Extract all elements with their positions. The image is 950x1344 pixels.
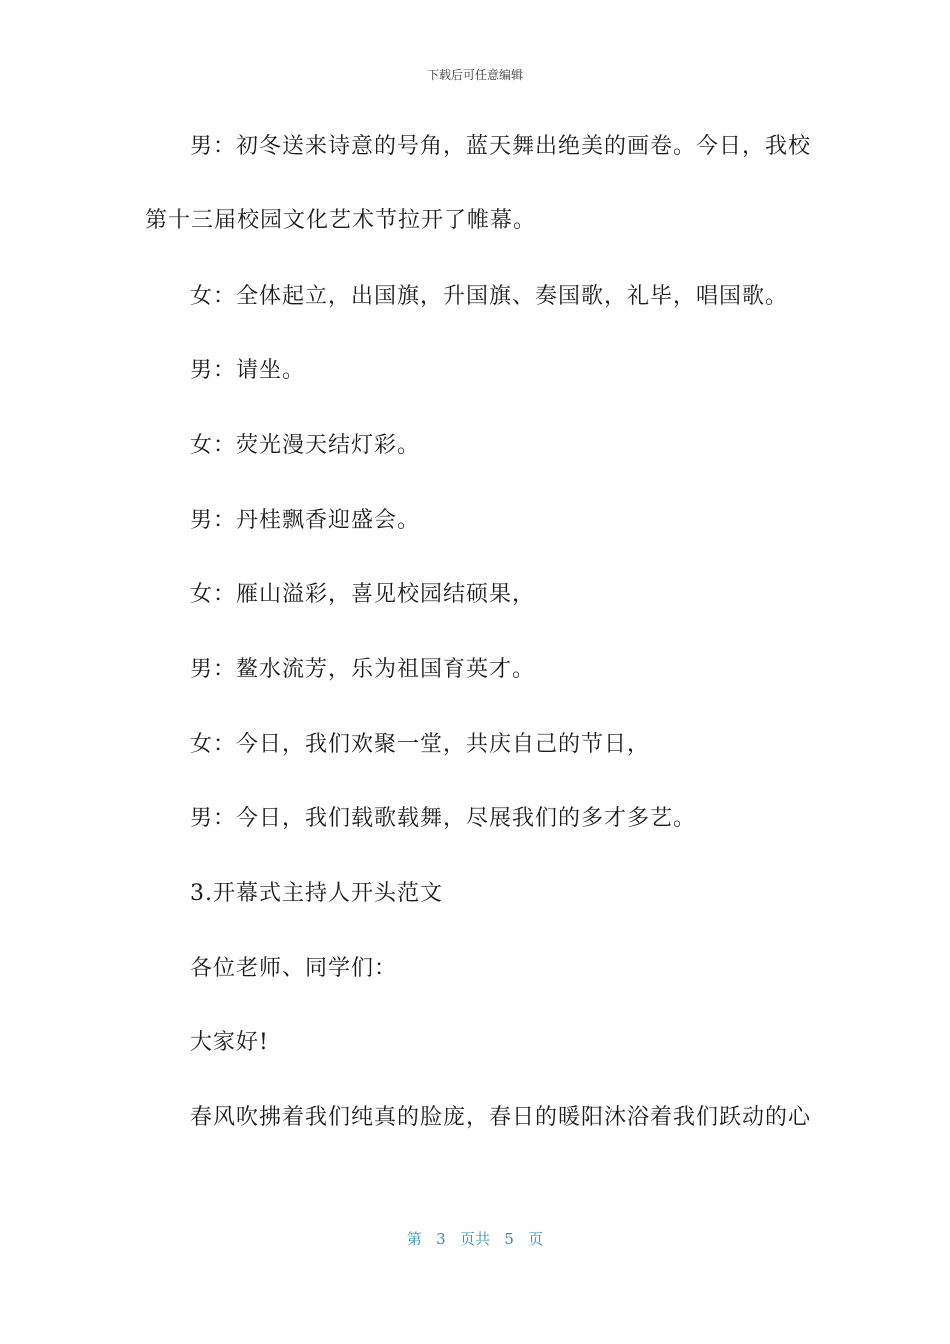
footer-current-page: 3 (436, 1230, 446, 1248)
section-heading: 3.开幕式主持人开头范文 (190, 881, 443, 906)
footer-total-pages: 5 (504, 1230, 514, 1248)
footer-suffix: 页 (528, 1230, 544, 1248)
footer-prefix: 第 (406, 1230, 422, 1248)
footer-middle: 页共 (459, 1230, 490, 1248)
paragraph-line: 春风吹拂着我们纯真的脸庞，春日的暖阳沐浴着我们跃动的心 (190, 1105, 812, 1130)
paragraph-line: 男：鳌水流芳，乐为祖国育英才。 (190, 657, 536, 682)
paragraph-line: 各位老师、同学们： (190, 956, 398, 981)
paragraph-line: 女：今日，我们欢聚一堂，共庆自己的节日， (190, 732, 651, 757)
page-header: 下载后可任意编辑 (426, 68, 523, 82)
paragraph-line: 女：荧光漫天结灯彩。 (190, 433, 421, 458)
page-footer (0, 1228, 950, 1249)
paragraph-line: 男：丹桂飘香迎盛会。 (190, 508, 421, 533)
paragraph-line: 女：雁山溢彩，喜见校园结硕果， (190, 582, 536, 607)
paragraph-line: 男：初冬送来诗意的号角，蓝天舞出绝美的画卷。今日，我校 (190, 134, 812, 159)
paragraph-line: 男：请坐。 (190, 358, 306, 383)
paragraph-line: 大家好! (190, 1030, 269, 1055)
paragraph-line: 第十三届校园文化艺术节拉开了帷幕。 (145, 208, 537, 233)
paragraph-line: 男：今日，我们载歌载舞，尽展我们的多才多艺。 (190, 806, 697, 831)
paragraph-line: 女：全体起立，出国旗，升国旗、奏国歌，礼毕，唱国歌。 (190, 284, 789, 309)
